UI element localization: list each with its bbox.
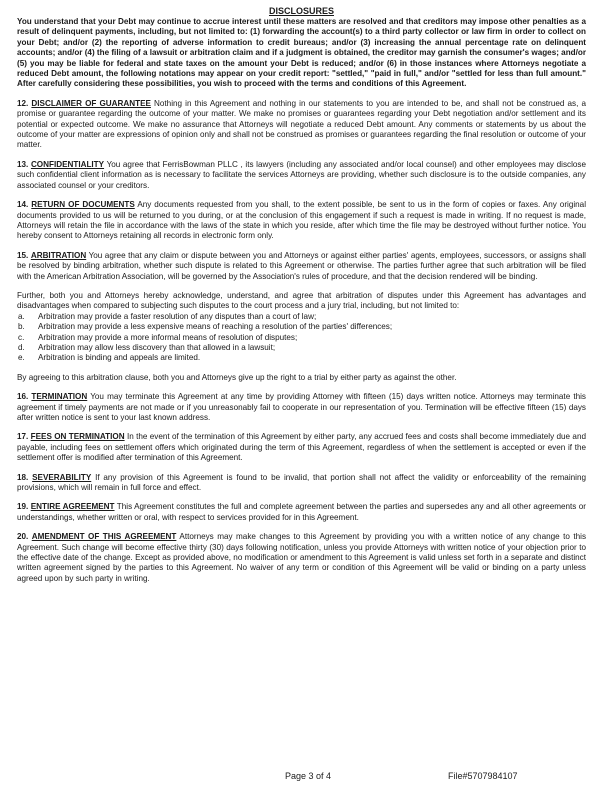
section-heading: SEVERABILITY <box>32 472 92 482</box>
section-number: 15. <box>17 250 29 260</box>
section-text: Any documents requested from you shall, to the extent possible, be sent to us in the form of copies or faxes. Any original documents provided to us will be returned to you during, or at the conclusion of this engagement if such a request is made in writing. If no request is made, Attorneys will retain the file in accordance with the laws of the state in which you reside, after which time the file may be destroyed without further notice. You hereby consent to Attorneys retaining all records in electronic form only. <box>17 200 587 241</box>
section-text: You agree that FerrisBowman PLLC , its lawyers (including any associated and/or local counsel) and other employees may disclose such confidential client information as is necessary to facilitate the services Attorneys are providing, whether such disclosure is to the outside companies, any associated counsel or your creditors. <box>17 159 586 190</box>
section-heading: ARBITRATION <box>30 250 87 260</box>
list-letter: b. <box>18 322 25 332</box>
section-number: 18. <box>17 472 29 482</box>
section-heading: AMENDMENT OF THIS AGREEMENT <box>31 532 177 542</box>
arbitration-list <box>17 312 586 364</box>
list-letter: e. <box>18 353 25 363</box>
section-number: 19. <box>17 502 29 512</box>
section-heading: RETURN OF DOCUMENTS <box>31 200 135 210</box>
section-number: 13. <box>17 159 29 169</box>
list-letter: d. <box>18 342 25 352</box>
section-13 <box>17 160 586 191</box>
section-12 <box>17 99 586 151</box>
arbitration-further-text: Further, both you and Attorneys hereby acknowledge, understand, and agree that arbitration of disputes under this Agreement has advantages and disadvantages when compared to subjecting such disputes to the court process and a jury trial, including, but not limited to: <box>17 290 586 311</box>
list-item <box>17 353 586 363</box>
section-text: Nothing in this Agreement and nothing in our statements to you are intended to be, and shall not be construed as, a promise or guarantee regarding the outcome of your matter. We make no promises or guarantees regarding your Debt negotiation and/or settlement and its potential or expected outcome. We make no assurance that Attorneys will negotiate a reduced Debt amount. Any comments or statements by us about the outcome of your matter are expressions of opinion only and shall not be construed as promises or guarantees regarding the final resolution or outcome of your matter. <box>17 98 586 150</box>
disclosures-paragraph: You understand that your Debt may continue to accrue interest until these matters are resolved and that creditors may impose other penalties as a result of delinquent payments, including, but not limited to: (1) forwarding the account(s) to a third party collector or law firm in order to collect on your Debt; and/or (2) the reporting of adverse information to credit bureaus; and/or (3) increasing the annual percentage rate on delinquent accounts; and/or (4) the filing of a lawsuit or arbitration claim and if a judgment is obtained, the creditor may garnish the consumer's wages; and/or (5) you may be liable for federal and state taxes on the amount your Debt is reduced; and/or (6) in those instances where Attorneys negotiate a reduced Debt amount, the following notations may appear on your credit report: "settled," "paid in full," and/or "settled for less than full amount." After carefully considering these possibilities, you wish to proceed with the terms and conditions of this Agreement. <box>17 17 586 89</box>
section-heading: DISCLAIMER OF GUARANTEE <box>31 98 151 108</box>
list-text: Arbitration is binding and appeals are limited. <box>38 353 201 363</box>
list-text: Arbitration may provide a more informal means of resolution of disputes; <box>38 332 298 342</box>
section-14 <box>17 200 586 242</box>
section-text: You may terminate this Agreement at any time by providing Attorney with fifteen (15) days written notice. Attorneys may terminate this agreement if timely payments are not made or if you unreasonably fail to cooperate in our representation of you. Termination will be effective fifteen (15) days after written notice is sent to your last known address. <box>17 392 586 422</box>
section-text: You agree that any claim or dispute between you and Attorneys or against either parties' agents, employees, successors, or assigns shall be resolved by binding arbitration, whether such dispute is related to this Agreement or otherwise. The parties further agree that such arbitration will be filed with the American Arbitration Association, will be governed by the Association's rules of procedure, and that the decision rendered will be binding. <box>17 250 586 281</box>
list-letter: c. <box>18 332 25 342</box>
section-number: 14. <box>17 200 29 210</box>
section-title: DISCLOSURES <box>268 6 334 16</box>
section-text: Attorneys may make changes to this Agreement by providing you with a written notice of any change to this Agreement. Such change will become effective thirty (30) days following notification, unless you provide Attorneys with written notice of your objection prior to the effective date of the change. Except as provided above, no modification or amendment to this Agreement is valid unless set forth in a separate and distinct written agreement signed by the parties to this Agreement. No waiver of any term or condition of this Agreement will be valid or binding on a party unless agreed upon by such party in writing. <box>17 532 587 583</box>
section-15 <box>17 251 586 282</box>
section-heading: ENTIRE AGREEMENT <box>30 502 115 512</box>
list-text: Arbitration may allow less discovery than that allowed in a lawsuit; <box>38 342 276 352</box>
section-text: In the event of the termination of this Agreement by either party, any accrued fees and costs shall become immediately due and payable, including fees on settlement offers which originated during the term of this Agreement, regardless of when the settlement is accepted or even if the settlement offer is modified after termination of this Agreement. <box>17 432 586 463</box>
list-item <box>17 322 586 332</box>
arbitration-closing: By agreeing to this arbitration clause, both you and Attorneys give up the right to a trial by either party as against the other. <box>17 372 457 382</box>
section-heading: FEES ON TERMINATION <box>30 432 125 442</box>
list-text: Arbitration may provide a less expensive means of reaching a resolution of the parties' differences; <box>38 322 393 332</box>
list-text: Arbitration may provide a faster resolution of any disputes than a court of law; <box>38 311 317 321</box>
section-16 <box>17 392 586 423</box>
section-number: 20. <box>17 532 29 542</box>
list-item <box>17 312 586 322</box>
list-item <box>17 333 586 343</box>
section-number: 16. <box>17 392 29 402</box>
file-number: File#5707984107 <box>448 771 518 781</box>
section-17 <box>17 432 586 463</box>
list-letter: a. <box>18 311 25 321</box>
arbitration-further <box>17 291 586 364</box>
list-item <box>17 343 586 353</box>
section-number: 17. <box>17 432 29 442</box>
section-text: This Agreement constitutes the full and complete agreement between the parties and supersedes any and all other agreements or understandings, whether written or oral, with respect to services provided for in this Agreement. <box>17 502 586 522</box>
section-19 <box>17 502 586 523</box>
page-number: Page 3 of 4 <box>285 771 332 781</box>
section-20 <box>17 532 586 584</box>
section-18 <box>17 473 586 494</box>
section-heading: CONFIDENTIALITY <box>30 159 105 169</box>
section-heading: TERMINATION <box>31 392 88 402</box>
section-number: 12. <box>17 98 29 108</box>
section-text: If any provision of this Agreement is found to be invalid, that portion shall not affect the validity or enforceability of the remaining provisions, which will remain in full force and effect. <box>17 472 586 493</box>
